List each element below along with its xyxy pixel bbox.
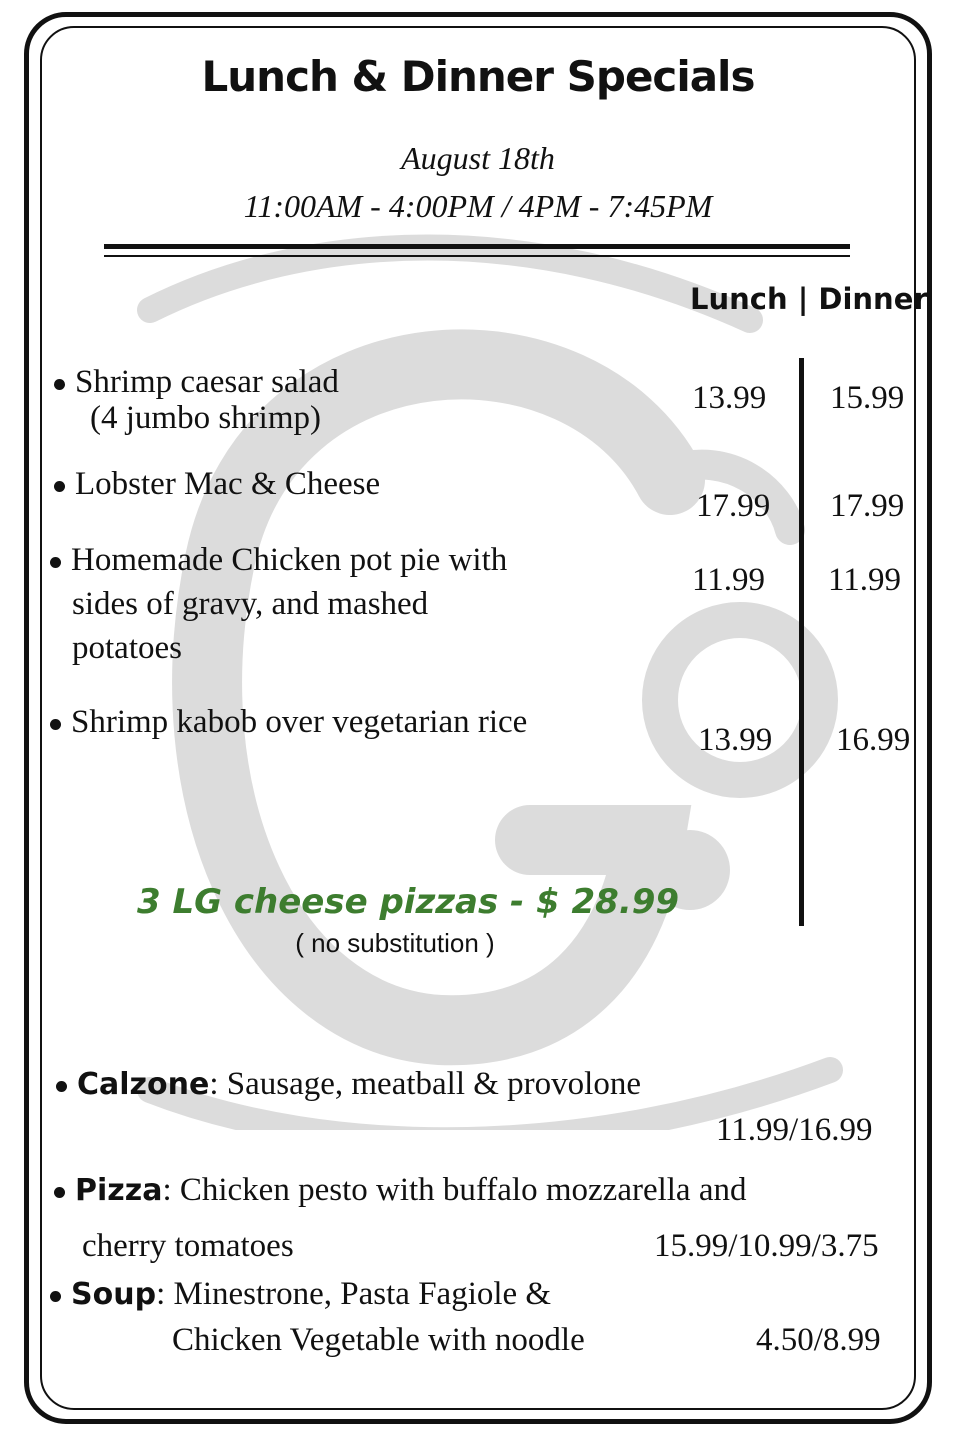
pizza-promo: 3 LG cheese pizzas - $ 28.99 [136,882,680,922]
menu-item [50,538,507,582]
menu-item-name: Homemade Chicken pot pie with [71,542,508,578]
special-name: Soup [71,1277,157,1312]
special-desc-cont: cherry tomatoes [82,1228,294,1264]
dinner-price: 11.99 [828,562,902,598]
menu-item-detail: potatoes [72,630,182,666]
lunch-price: 13.99 [692,380,767,416]
menu-item-name: Lobster Mac & Cheese [75,466,381,502]
price-column-header: Lunch | Dinner [690,282,928,316]
bullet-icon [54,1187,65,1198]
special-desc: : Minestrone, Pasta Fagiole & [156,1276,552,1312]
lunch-price: 17.99 [696,488,771,524]
price-column-divider [799,358,804,926]
bullet-icon [56,1081,67,1092]
bullet-icon [50,1291,61,1302]
special-desc: : Chicken pesto with buffalo mozzarella and [162,1172,747,1208]
special-pizza [54,1172,746,1209]
page-title: Lunch & Dinner Specials [201,52,755,101]
menu-item-detail: (4 jumbo shrimp) [90,400,321,436]
bullet-icon [50,719,61,730]
menu-hours: 11:00AM - 4:00PM / 4PM - 7:45PM [243,188,713,224]
bullet-icon [54,379,65,390]
special-soup [50,1276,551,1313]
divider-thick [104,244,850,249]
special-name: Pizza [75,1173,163,1208]
special-price: 15.99/10.99/3.75 [654,1228,879,1264]
special-desc: : Sausage, meatball & provolone [209,1066,641,1102]
dinner-price: 15.99 [830,380,905,416]
promo-note: ( no substitution ) [295,928,495,958]
special-price: 11.99/16.99 [716,1112,873,1148]
bullet-icon [54,481,65,492]
special-calzone [56,1066,641,1103]
dinner-price: 17.99 [830,488,905,524]
menu-item-name: Shrimp kabob over vegetarian rice [71,704,528,740]
lunch-price: 13.99 [698,722,773,758]
menu-item [50,700,527,744]
bullet-icon [50,557,61,568]
special-desc-cont: Chicken Vegetable with noodle [172,1322,585,1358]
lunch-price: 11.99 [692,562,766,598]
special-price: 4.50/8.99 [756,1322,881,1358]
menu-item-name: Shrimp caesar salad [75,364,339,400]
divider-thin [104,255,850,257]
menu-item-detail: sides of gravy, and mashed [72,586,429,622]
special-name: Calzone [77,1067,210,1102]
dinner-price: 16.99 [836,722,911,758]
menu-item [54,462,380,506]
menu-date: August 18th [401,140,555,176]
